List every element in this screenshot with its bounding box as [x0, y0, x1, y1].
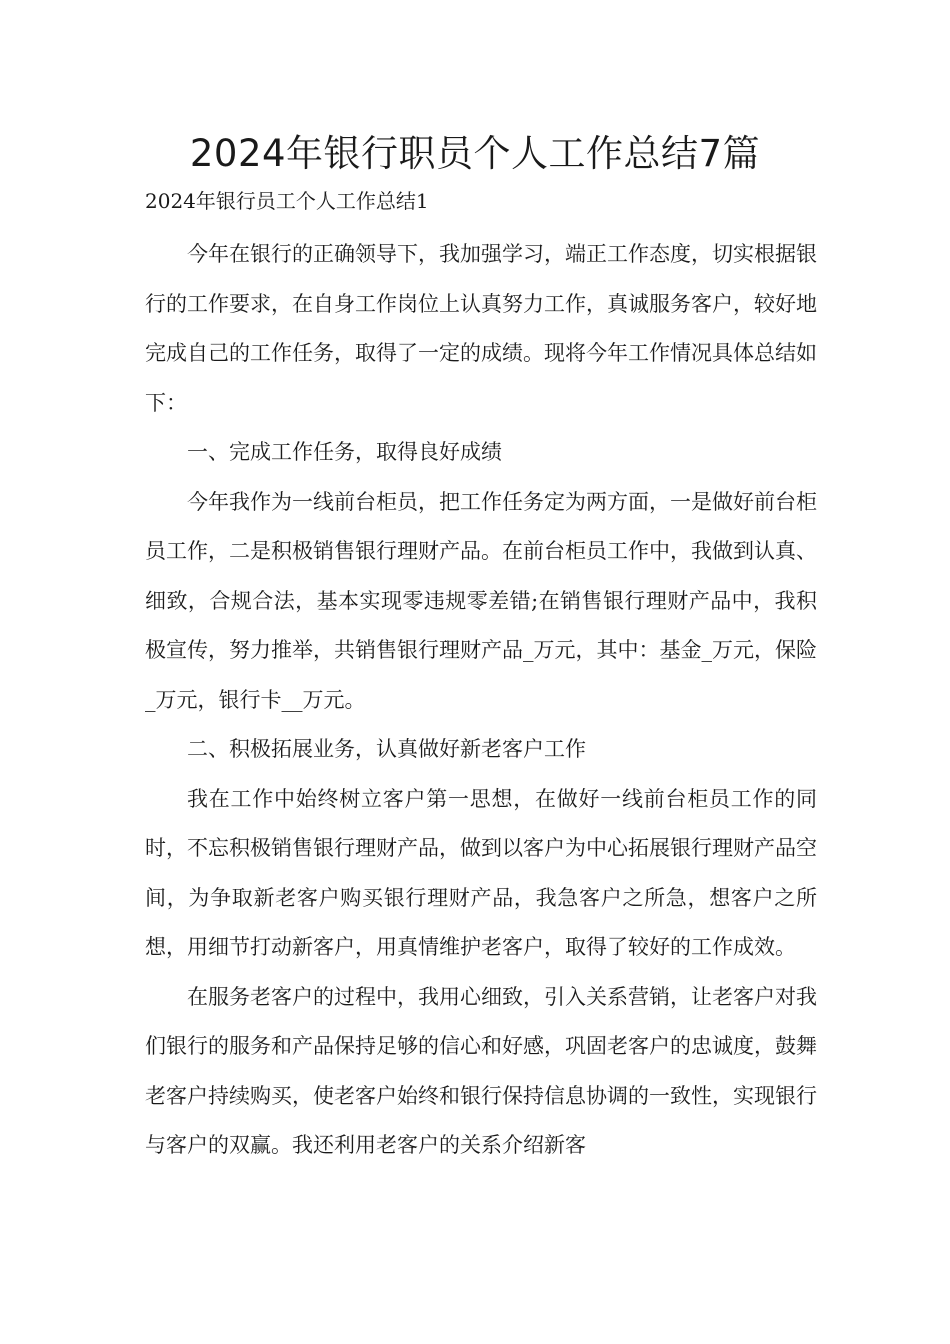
section-heading-2: 二、积极拓展业务，认真做好新老客户工作 — [187, 737, 586, 761]
section-heading-1: 一、完成工作任务，取得良好成绩 — [187, 440, 502, 464]
paragraph-intro: 今年在银行的正确领导下，我加强学习，端正工作态度，切实根据银行的工作要求，在自身工作岗位上认真努力工作，真诚服务客户，较好地完成自己的工作任务，取得了一定的成绩。现将今年工作情况具体总结如下： — [145, 242, 817, 415]
paragraph-old-customers: 在服务老客户的过程中，我用心细致，引入关系营销，让老客户对我们银行的服务和产品保持足够的信心和好感，巩固老客户的忠诚度，鼓舞老客户持续购买，使老客户始终和银行保持信息协调的一致性，实现银行与客户的双赢。我还利用老客户的关系介绍新客 — [145, 984, 817, 1157]
document-title: 2024年银行职员个人工作总结7篇 — [189, 132, 761, 175]
paragraph-customer-first: 我在工作中始终树立客户第一思想，在做好一线前台柜员工作的同时，不忘积极销售银行理财产品，做到以客户为中心拓展银行理财产品空间，为争取新老客户购买银行理财产品，我急客户之所急，想客户之所想，用细节打动新客户，用真情维护老客户，取得了较好的工作成效。 — [145, 786, 817, 959]
document-subtitle: 2024年银行员工个人工作总结1 — [145, 189, 429, 213]
paragraph-task-results: 今年我作为一线前台柜员，把工作任务定为两方面，一是做好前台柜员工作，二是积极销售银行理财产品。在前台柜员工作中，我做到认真、细致，合规合法，基本实现零违规零差错;在销售银行理财产品中，我积极宣传，努力推举，共销售银行理财产品_万元，其中：基金_万元，保险_万元，银行卡__万元。 — [145, 489, 817, 712]
document-body — [145, 230, 817, 1171]
